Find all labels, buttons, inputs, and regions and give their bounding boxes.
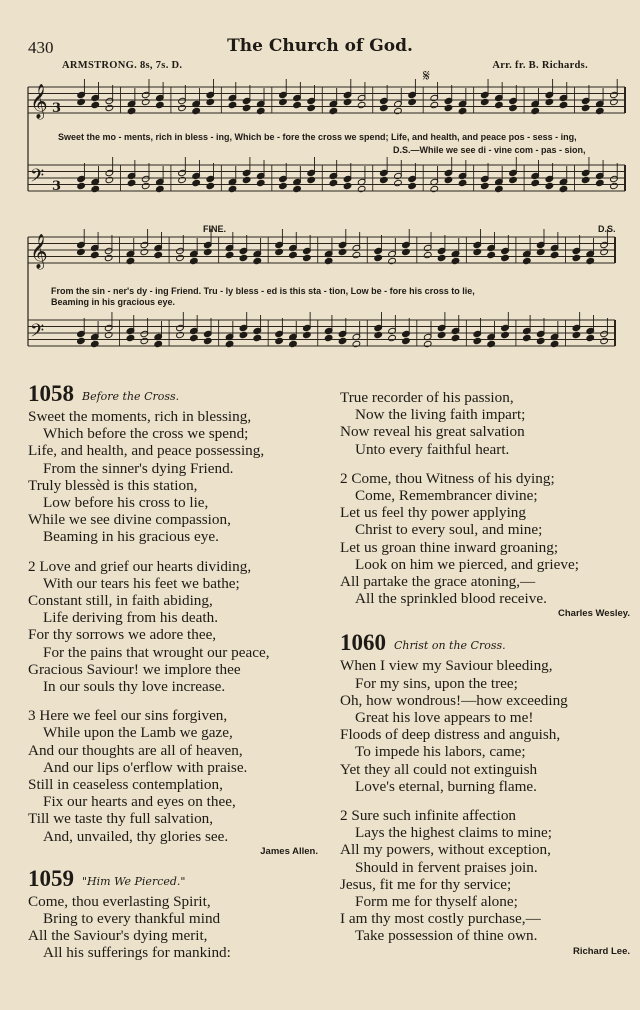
- hymn-author: Charles Wesley.: [558, 608, 630, 620]
- note-head: [156, 185, 165, 192]
- bar-lines: [28, 87, 625, 346]
- note-head: [473, 248, 482, 255]
- note-head: [338, 337, 347, 344]
- note-head: [572, 254, 581, 261]
- verse-line: Life deriving from his death.: [43, 609, 219, 627]
- note-head: [495, 185, 504, 192]
- note-head: [303, 331, 312, 338]
- note-head: [77, 98, 86, 105]
- note-head: [192, 107, 201, 114]
- verse-line: Fix our hearts and eyes on thee,: [43, 793, 236, 811]
- fine-label: FINE.: [203, 224, 227, 234]
- verse-line: Let us groan thine inward groaning;: [340, 538, 559, 556]
- note-head: [203, 248, 212, 255]
- note-head: [559, 101, 568, 108]
- note-head: [178, 104, 187, 111]
- note-head: [203, 337, 212, 344]
- note-head: [610, 182, 619, 189]
- verse-line: All my powers, without exception,: [340, 841, 551, 859]
- note-head: [176, 254, 185, 261]
- note-head: [550, 251, 559, 258]
- hymn-header: [340, 629, 630, 657]
- note-head: [307, 176, 316, 183]
- verse-line: Take possession of thine own.: [355, 927, 538, 945]
- note-head: [256, 107, 265, 114]
- note-head: [596, 179, 605, 186]
- note-head: [380, 176, 389, 183]
- stanza-gap: [28, 695, 318, 707]
- note-head: [430, 185, 439, 192]
- note-head: [91, 340, 100, 347]
- verse-line: Great his love appears to me!: [355, 709, 534, 727]
- verse-line: When I view my Saviour bleeding,: [340, 657, 553, 675]
- verse-line: Bring to every thankful mind: [43, 910, 221, 928]
- note-head: [572, 331, 581, 338]
- note-head: [206, 98, 215, 105]
- note-head: [239, 331, 248, 338]
- note-head: [610, 98, 619, 105]
- verse-line: Still in ceaseless contemplation,: [28, 776, 223, 794]
- note-head: [228, 185, 237, 192]
- note-head: [127, 107, 136, 114]
- note-head: [408, 182, 417, 189]
- note-head: [105, 104, 114, 111]
- note-head: [225, 251, 234, 258]
- note-head: [225, 340, 234, 347]
- verse-line: Lays the highest claims to mine;: [355, 824, 552, 842]
- running-title: The Church of God.: [227, 36, 413, 56]
- verse-line: Sweet the moments, rich in blessing,: [28, 408, 252, 425]
- note-head: [509, 104, 518, 111]
- note-head: [501, 331, 510, 338]
- verse-line: All the sprinkled blood receive.: [355, 590, 547, 608]
- note-head: [523, 334, 532, 341]
- note-head: [279, 182, 288, 189]
- bass-clef: 𝄢: [30, 321, 45, 346]
- note-head: [127, 179, 136, 186]
- verse-line: While upon the Lamb we gaze,: [43, 724, 233, 742]
- note-head: [495, 101, 504, 108]
- note-head: [559, 185, 568, 192]
- note-head: [423, 340, 432, 347]
- verse-line: All partake the grace atoning,—: [340, 573, 536, 591]
- note-head: [140, 248, 149, 255]
- note-head: [77, 337, 86, 344]
- hymn-stanzas: [28, 408, 318, 845]
- verse-line: Constant still, in faith abiding,: [28, 592, 213, 610]
- note-head: [253, 334, 262, 341]
- note-head: [586, 334, 595, 341]
- note-head: [329, 107, 338, 114]
- verse-line: To impede his labors, came;: [355, 743, 526, 761]
- note-head: [324, 334, 333, 341]
- verse-line: 3 Here we feel our sins forgiven,: [28, 707, 228, 725]
- note-head: [126, 334, 135, 341]
- verse-line: Life, and health, and peace possessing,: [28, 442, 265, 460]
- verse-line: Unto every faithful heart.: [355, 440, 510, 458]
- note-head: [154, 340, 163, 347]
- hymn-number: 1058: [28, 381, 74, 406]
- page-number: 430: [28, 38, 54, 57]
- verse-line: For thy sorrows we adore thee,: [28, 626, 217, 644]
- verse-line: Now the living faith impart;: [355, 406, 526, 424]
- time-signature: 3: [52, 179, 62, 194]
- note-head: [388, 334, 397, 341]
- ds-label: D.S.: [598, 224, 616, 234]
- note-head: [190, 334, 199, 341]
- note-head: [550, 340, 559, 347]
- verse-line: All the Saviour's dying merit,: [28, 927, 208, 945]
- note-head: [487, 251, 496, 258]
- hymn-header: [28, 380, 318, 408]
- verse-line: Now reveal his great salvation: [340, 423, 525, 441]
- note-head: [531, 107, 540, 114]
- lyrics-line-2b: Beaming in his gracious eye.: [51, 297, 176, 307]
- verse-line: Christ to every soul, and mine;: [355, 521, 543, 539]
- verse-line: Yet they all could not extinguish: [340, 760, 538, 778]
- verse-line: For my sins, upon the tree;: [355, 674, 518, 692]
- verse-line: Come, Remembrancer divine;: [355, 487, 538, 505]
- verse-line: For the pains that wrought our peace,: [43, 643, 270, 661]
- verse-line: I am thy most costly purchase,—: [340, 910, 541, 928]
- note-head: [536, 337, 545, 344]
- stanza-gap: [340, 795, 630, 807]
- verse-line: True recorder of his passion,: [340, 389, 514, 406]
- note-head: [600, 248, 609, 255]
- note-head: [156, 101, 165, 108]
- verse-line: Jesus, fit me for thy service;: [340, 875, 512, 893]
- note-head: [357, 185, 366, 192]
- verse-line: And our thoughts are all of heaven,: [28, 741, 243, 759]
- note-head: [104, 254, 113, 261]
- note-head: [480, 98, 489, 105]
- hymn-subtitle: Before the Cross.: [82, 390, 180, 403]
- hymn-stanzas: [28, 893, 318, 962]
- verse-line: Truly blessèd is this station,: [28, 476, 198, 494]
- hymn-1059: [28, 865, 318, 962]
- note-head: [338, 248, 347, 255]
- verse-line: Low before his cross to lie,: [43, 494, 209, 512]
- verse-line: Oh, how wondrous!—how exceeding: [340, 691, 568, 709]
- verse-line: All his sufferings for mankind:: [43, 944, 231, 962]
- note-head: [242, 104, 251, 111]
- note-head: [178, 176, 187, 183]
- note-head: [374, 254, 383, 261]
- verse-line: Beaming in his gracious eye.: [43, 528, 219, 546]
- note-head: [141, 182, 150, 189]
- note-head: [531, 179, 540, 186]
- right-column: [340, 389, 630, 959]
- hymn-author: Richard Lee.: [572, 945, 630, 957]
- note-head: [329, 179, 338, 186]
- note-head: [343, 98, 352, 105]
- verse-line: Should in fervent praises join.: [355, 858, 538, 876]
- verse-line: Form me for thyself alone;: [355, 893, 518, 911]
- note-head: [437, 254, 446, 261]
- note-head: [104, 331, 113, 338]
- note-head: [324, 257, 333, 264]
- note-head: [289, 340, 298, 347]
- verse-line: Look on him we pierced, and grieve;: [355, 555, 579, 573]
- hymn-1058: [28, 380, 318, 859]
- note-head: [536, 248, 545, 255]
- note-head: [596, 107, 605, 114]
- hymn-header: [28, 865, 318, 893]
- note-head: [192, 179, 201, 186]
- note-head: [374, 331, 383, 338]
- note-head: [293, 101, 302, 108]
- treble-clef: 𝄞: [30, 234, 48, 269]
- hymn-subtitle: "Him We Pierced.": [82, 874, 186, 888]
- note-head: [480, 182, 489, 189]
- hymn-1060: [340, 629, 630, 958]
- note-head: [303, 254, 312, 261]
- note-heads: [77, 79, 619, 348]
- tune-name: ARMSTRONG. 8s, 7s. D.: [62, 60, 183, 71]
- note-head: [444, 176, 453, 183]
- note-head: [357, 101, 366, 108]
- note-head: [394, 107, 403, 114]
- verse-line: Floods of deep distress and anguish,: [340, 726, 561, 744]
- note-head: [275, 248, 284, 255]
- note-head: [451, 334, 460, 341]
- note-head: [279, 98, 288, 105]
- hymn-number: 1060: [340, 630, 386, 656]
- note-head: [430, 101, 439, 108]
- note-head: [352, 340, 361, 347]
- note-head: [293, 185, 302, 192]
- note-head: [523, 257, 532, 264]
- note-head: [451, 257, 460, 264]
- lyrics-line-1: Sweet the mo - ments, rich in bless - ing, Which be - fore the cross we spend; Life, and health, and peace pos - sess - ing,: [58, 132, 577, 142]
- verse-line: With our tears his feet we bathe;: [43, 574, 240, 592]
- music-score: [0, 0, 640, 380]
- note-head: [380, 104, 389, 111]
- hymn-subtitle: Christ on the Cross.: [394, 639, 506, 653]
- verse-line: Let us feel thy power applying: [340, 504, 526, 522]
- note-head: [190, 257, 199, 264]
- note-head: [206, 182, 215, 189]
- note-head: [352, 251, 361, 258]
- verse-line: And, unvailed, thy glories see.: [43, 827, 229, 845]
- note-head: [307, 104, 316, 111]
- segno-sign: 𝄋: [423, 66, 430, 85]
- note-head: [289, 251, 298, 258]
- note-head: [487, 340, 496, 347]
- verse-line: In our souls thy love increase.: [43, 678, 226, 696]
- note-head: [501, 254, 510, 261]
- hymn-number: 1059: [28, 865, 74, 891]
- stanza-gap: [340, 458, 630, 470]
- verse-line: And our lips o'erflow with praise.: [43, 758, 248, 776]
- note-head: [239, 254, 248, 261]
- left-column: [28, 380, 318, 962]
- note-head: [242, 176, 251, 183]
- note-head: [394, 179, 403, 186]
- note-head: [581, 104, 590, 111]
- note-head: [509, 176, 518, 183]
- note-head: [256, 179, 265, 186]
- note-head: [91, 251, 100, 258]
- note-head: [77, 248, 86, 255]
- note-head: [141, 98, 150, 105]
- note-head: [408, 98, 417, 105]
- verse-line: 2 Love and grief our hearts dividing,: [28, 557, 252, 575]
- note-head: [458, 179, 467, 186]
- verse-line: From the sinner's dying Friend.: [43, 459, 234, 477]
- note-head: [140, 337, 149, 344]
- verse-line: 2 Come, thou Witness of his dying;: [340, 469, 555, 487]
- note-head: [545, 98, 554, 105]
- verse-line: Come, thou everlasting Spirit,: [28, 892, 211, 910]
- note-head: [458, 107, 467, 114]
- verse-line: Till we taste thy full salvation,: [28, 810, 214, 828]
- note-head: [154, 251, 163, 258]
- note-head: [437, 331, 446, 338]
- note-head: [402, 248, 411, 255]
- note-head: [91, 101, 100, 108]
- note-head: [581, 176, 590, 183]
- bass-clef: 𝄢: [30, 166, 45, 191]
- note-head: [126, 257, 135, 264]
- lyrics-line-1b: D.S.—While we see di - vine com - pas - sion,: [393, 145, 586, 155]
- verse-line: Which before the cross we spend;: [43, 425, 249, 443]
- note-head: [343, 182, 352, 189]
- note-head: [105, 176, 114, 183]
- note-head: [423, 251, 432, 258]
- verse-line: Gracious Saviour! we implore thee: [28, 660, 241, 678]
- verse-line: Love's eternal, burning flame.: [355, 777, 537, 795]
- note-head: [473, 337, 482, 344]
- note-head: [402, 337, 411, 344]
- note-head: [228, 101, 237, 108]
- hymn-author: James Allen.: [260, 845, 318, 857]
- verse-line: While we see divine compassion,: [28, 511, 231, 529]
- note-head: [388, 257, 397, 264]
- hymn-stanzas-continued: [340, 389, 630, 607]
- note-head: [545, 182, 554, 189]
- note-head: [176, 331, 185, 338]
- time-signature: 3: [52, 101, 62, 116]
- arranger-credit: Arr. fr. B. Richards.: [492, 60, 588, 71]
- stanza-gap: [28, 546, 318, 558]
- note-head: [600, 337, 609, 344]
- note-head: [586, 257, 595, 264]
- note-head: [275, 337, 284, 344]
- hymn-stanzas: [340, 657, 630, 944]
- note-head: [77, 182, 86, 189]
- note-head: [91, 185, 100, 192]
- staff-lines: [28, 87, 625, 346]
- note-head: [253, 257, 262, 264]
- lyrics-line-2: From the sin - ner's dy - ing Friend. Tru - ly bless - ed is this sta - tion, Low be - fore his cross to lie,: [51, 286, 475, 296]
- verse-line: 2 Sure such infinite affection: [340, 807, 517, 825]
- treble-clef: 𝄞: [30, 84, 48, 119]
- note-head: [444, 104, 453, 111]
